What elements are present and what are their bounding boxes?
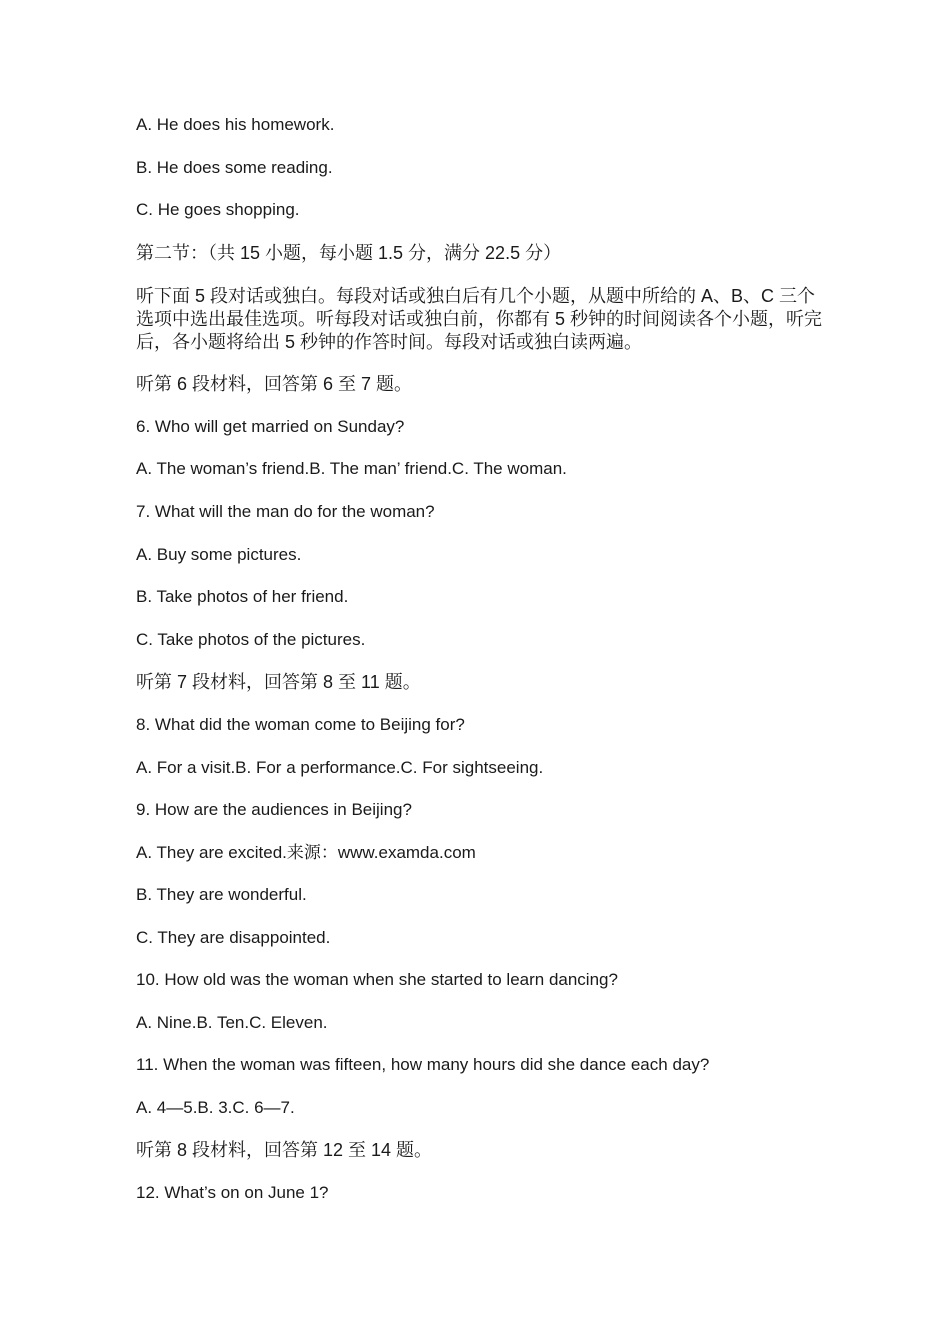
option-line: B. Take photos of her friend. bbox=[136, 587, 349, 606]
option-line: C. He goes shopping. bbox=[136, 200, 300, 219]
question-line: 10. How old was the woman when she started to learn dancing? bbox=[136, 970, 618, 989]
question-line: 7. What will the man do for the woman? bbox=[136, 502, 435, 521]
material-heading: 听第 8 段材料，回答第 12 至 14 题。 bbox=[136, 1140, 433, 1160]
question-line: 11. When the woman was fifteen, how many hours did she dance each day? bbox=[136, 1055, 710, 1074]
option-line: A. Nine.B. Ten.C. Eleven. bbox=[136, 1013, 328, 1032]
question-line: 8. What did the woman come to Beijing for? bbox=[136, 715, 465, 734]
option-line: B. He does some reading. bbox=[136, 158, 333, 177]
material-heading: 听第 6 段材料，回答第 6 至 7 题。 bbox=[136, 374, 413, 394]
option-line: A. He does his homework. bbox=[136, 115, 335, 134]
section-heading: 第二节：（共 15 小题，每小题 1.5 分，满分 22.5 分） bbox=[136, 243, 562, 263]
option-line: A. For a visit.B. For a performance.C. For sightseeing. bbox=[136, 758, 544, 777]
option-line: A. Buy some pictures. bbox=[136, 545, 302, 564]
instructions-paragraph: 听下面 5 段对话或独白。每段对话或独白后有几个小题，从题中所给的 A、B、C 三个选项中选出最佳选项。听每段对话或独白前，你都有 5 秒钟的时间阅读各个小题，听完后，各小题将给出 5 秒钟的作答时间。每段对话或独白读两遍。 bbox=[136, 286, 823, 352]
option-line: C. Take photos of the pictures. bbox=[136, 630, 366, 649]
option-line: A. The woman’s friend.B. The man’ friend.C. The woman. bbox=[136, 459, 567, 478]
material-heading: 听第 7 段材料，回答第 8 至 11 题。 bbox=[136, 672, 421, 692]
option-line: A. They are excited.来源：www.examda.com bbox=[136, 843, 476, 862]
option-line: C. They are disappointed. bbox=[136, 928, 331, 947]
question-line: 12. What’s on on June 1? bbox=[136, 1183, 329, 1202]
option-line: B. They are wonderful. bbox=[136, 885, 307, 904]
question-line: 6. Who will get married on Sunday? bbox=[136, 417, 405, 436]
question-line: 9. How are the audiences in Beijing? bbox=[136, 800, 412, 819]
option-line: A. 4—5.B. 3.C. 6—7. bbox=[136, 1098, 295, 1117]
